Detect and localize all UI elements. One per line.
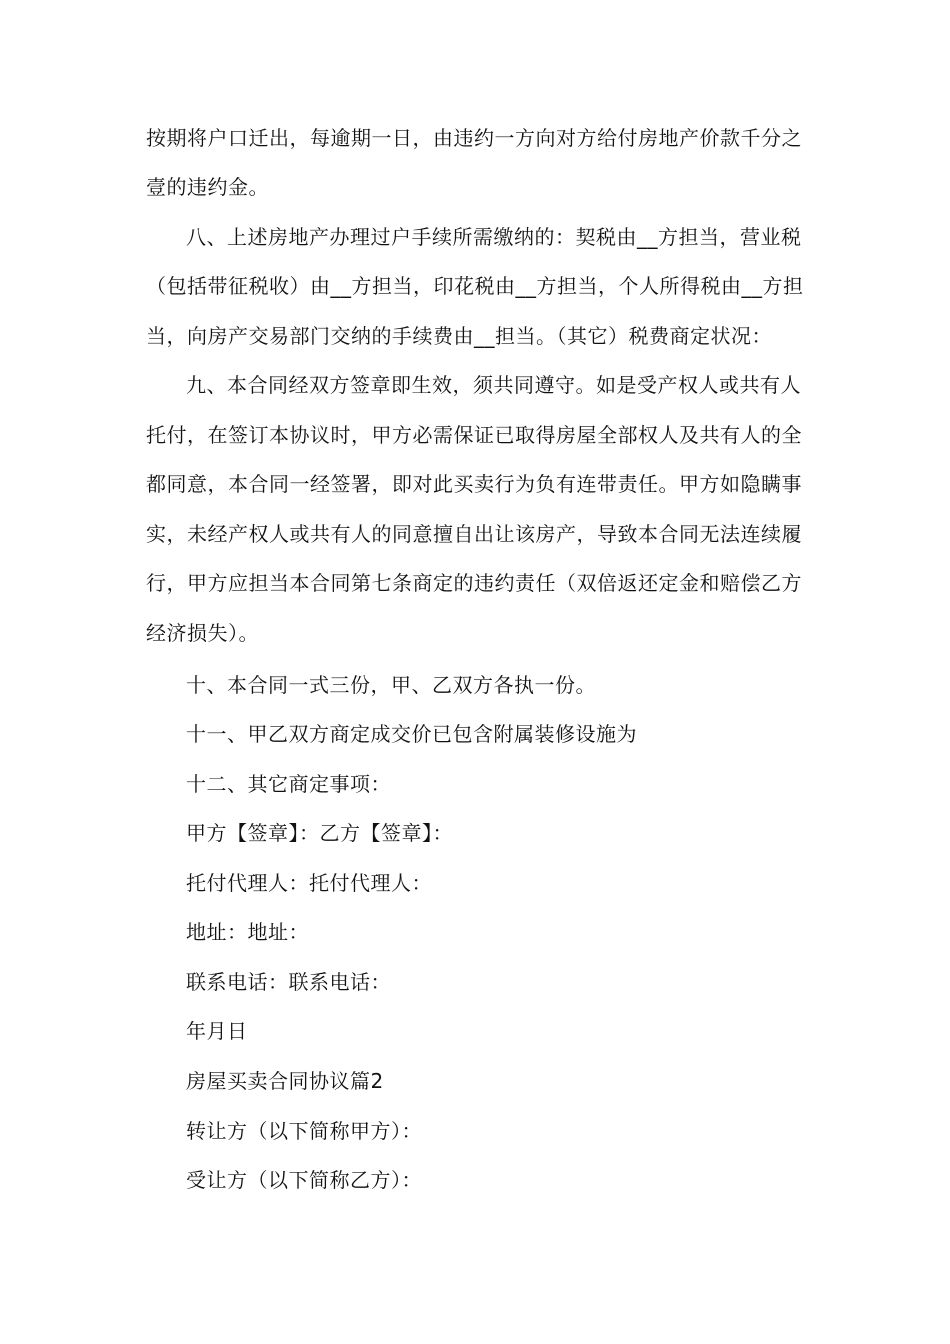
clause-8-line: 八、上述房地产办理过户手续所需缴纳的：契税由__方担当，营业税 [186,225,802,249]
transferee-line: 受让方（以下简称乙方）： [186,1168,422,1192]
agent-line: 托付代理人：托付代理人： [186,871,432,895]
paragraph-line: 壹的违约金。 [146,175,269,199]
clause-11-line: 十一、甲乙双方商定成交价已包含附属装修设施为 [186,722,637,746]
clause-12-line: 十二、其它商定事项： [186,772,391,796]
paragraph-line: 按期将户口迁出，每逾期一日，由违约一方向对方给付房地产价款千分之 [146,126,802,150]
clause-9-line: 九、本合同经双方签章即生效，须共同遵守。如是受产权人或共有人 [186,373,801,397]
paragraph-line: 实，未经产权人或共有人的同意擅自出让该房产，导致本合同无法连续履 [146,522,802,546]
phone-line: 联系电话：联系电话： [186,970,391,994]
paragraph-line: 行，甲方应担当本合同第七条商定的违约责任（双倍返还定金和赔偿乙方 [146,571,802,595]
section-title: 房屋买卖合同协议篇2 [186,1069,384,1093]
address-line: 地址：地址： [186,920,309,944]
paragraph-line: 都同意，本合同一经签署，即对此买卖行为负有连带责任。甲方如隐瞒事 [146,472,802,496]
paragraph-line: 当，向房产交易部门交纳的手续费由__担当。（其它）税费商定状况： [146,324,772,348]
paragraph-line: （包括带征税收）由__方担当，印花税由__方担当，个人所得税由__方担 [146,274,804,298]
paragraph-line: 托付，在签订本协议时，甲方必需保证已取得房屋全部权人及共有人的全 [146,423,802,447]
date-line: 年月日 [186,1019,248,1043]
clause-10-line: 十、本合同一式三份，甲、乙双方各执一份。 [186,673,596,697]
transferor-line: 转让方（以下简称甲方）： [186,1119,422,1143]
paragraph-line: 经济损失）。 [146,621,259,645]
signature-line: 甲方【签章】：乙方【签章】： [186,821,453,845]
